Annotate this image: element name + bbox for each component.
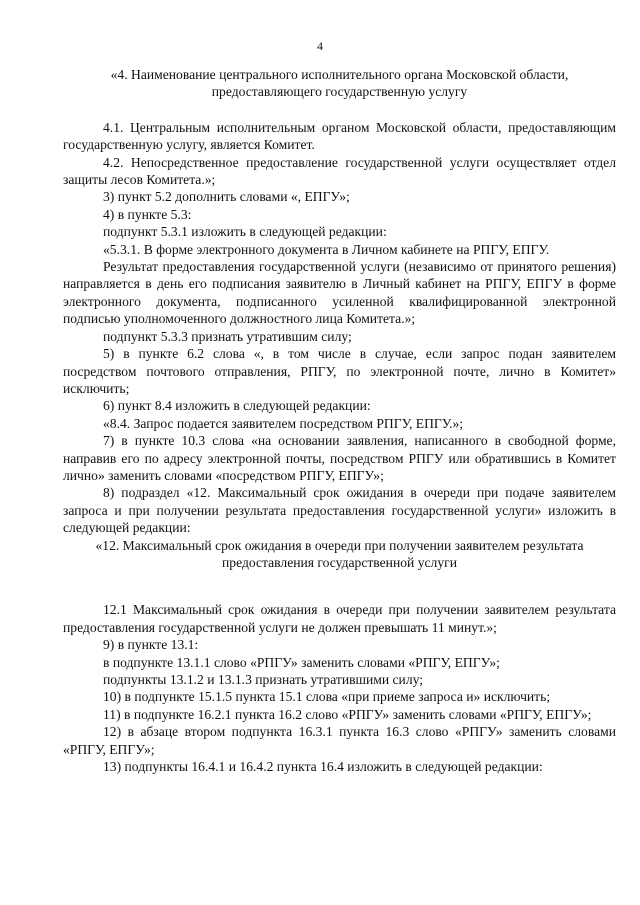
section-4-heading: «4. Наименование центрального исполнительного органа Московской области, предоставляющего государственную услугу bbox=[110, 67, 569, 100]
subitem-5-3-1-intro: подпункт 5.3.1 изложить в следующей редакции: bbox=[103, 224, 387, 240]
item-13: 13) подпункты 16.4.1 и 16.4.2 пункта 16.4 изложить в следующей редакции: bbox=[103, 759, 543, 775]
item-3: 3) пункт 5.2 дополнить словами «, ЕПГУ»; bbox=[103, 189, 350, 205]
subitem-5-3-3: подпункт 5.3.3 признать утратившим силу; bbox=[103, 328, 352, 344]
subitem-13-1-1: в подпункте 13.1.1 слово «РПГУ» заменить словами «РПГУ, ЕПГУ»; bbox=[103, 654, 500, 670]
result-paragraph: Результат предоставления государственной услуги (независимо от принятого решения) направляется в день его подписания заявителю в Личный кабинет на РПГУ, ЕПГУ в форме электронного документа, подписанного усиленной квалифицированной электронной подписью уполномоченного должностного лица Комитета.»; bbox=[63, 259, 616, 327]
item-12: 12) в абзаце втором подпункта 16.3.1 пункта 16.3 слово «РПГУ» заменить словами «РПГУ, ЕПГУ»; bbox=[63, 724, 616, 757]
item-7: 7) в пункте 10.3 слова «на основании заявления, написанного в свободной форме, направив его по адресу электронной почты, посредством РПГУ или обратившись в Комитет лично» заменить словами «посредством РПГУ, ЕПГУ»; bbox=[63, 433, 616, 483]
item-10: 10) в подпункте 15.1.5 пункта 15.1 слова «при приеме запроса и» исключить; bbox=[103, 689, 551, 705]
document-body bbox=[63, 66, 616, 775]
subitem-5-3-1-text: «5.3.1. В форме электронного документа в Личном кабинете на РПГУ, ЕПГУ. bbox=[103, 241, 550, 257]
subitem-13-1-2: подпункты 13.1.2 и 13.1.3 признать утратившими силу; bbox=[103, 672, 424, 687]
paragraph-4-2: 4.2. Непосредственное предоставление государственной услуги осуществляет отдел защиты лесов Комитета.»; bbox=[63, 154, 616, 188]
item-11: 11) в подпункте 16.2.1 пункта 16.2 слово «РПГУ» заменить словами «РПГУ, ЕПГУ»; bbox=[103, 706, 592, 722]
item-8: 8) подраздел «12. Максимальный срок ожидания в очереди при подаче заявителем запроса и при получении результата предоставления государственной услуги» изложить в следующей редакции: bbox=[63, 485, 616, 536]
paragraph-12-1: 12.1 Максимальный срок ожидания в очереди при получении заявителем результата предоставления государственной услуги не должен превышать 11 минут.»; bbox=[63, 602, 616, 635]
item-4: 4) в пункте 5.3: bbox=[103, 206, 192, 222]
paragraph-8-4: «8.4. Запрос подается заявителем посредством РПГУ, ЕПГУ.»; bbox=[103, 415, 464, 431]
paragraph-4-1: 4.1. Центральным исполнительным органом Московской области, предоставляющим государственную услугу, является Комитет. bbox=[63, 119, 616, 153]
section-12-heading: «12. Максимальный срок ожидания в очереди при получении заявителем результата предоставления государственной услуги bbox=[95, 537, 584, 570]
item-5: 5) в пункте 6.2 слова «, в том числе в случае, если запрос подан заявителем посредством почтового отправления, РПГУ, по электронной почте, лично в Комитет» исключить; bbox=[63, 346, 616, 396]
item-6: 6) пункт 8.4 изложить в следующей редакции: bbox=[103, 398, 371, 414]
page-number: 4 bbox=[317, 39, 323, 53]
item-9: 9) в пункте 13.1: bbox=[103, 637, 199, 653]
